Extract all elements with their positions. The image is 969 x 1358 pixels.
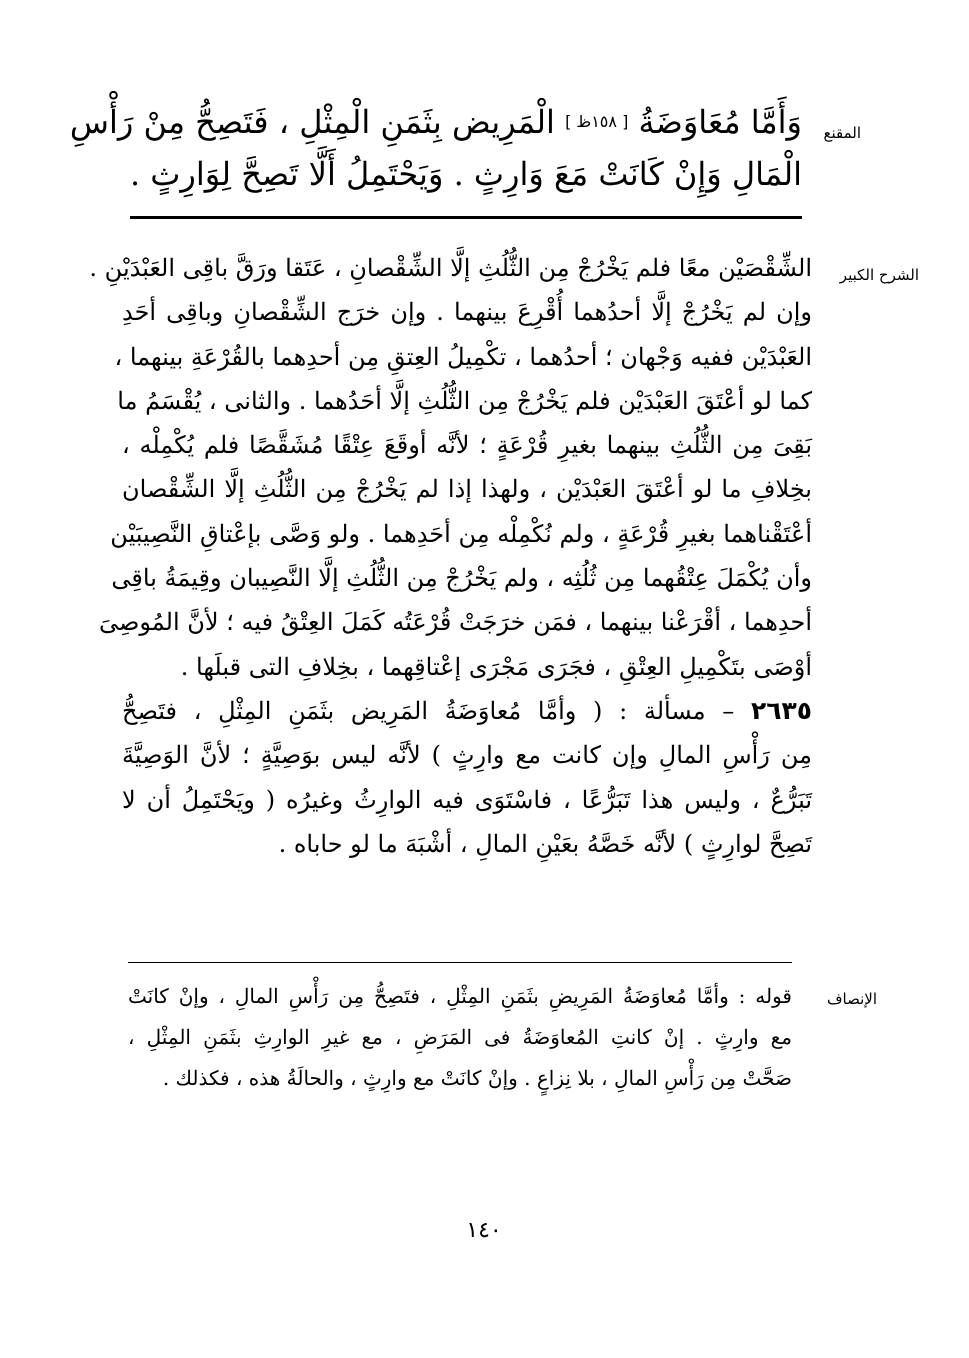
- issue-line-text: – مسألة : ( وأمَّا مُعاوَضَةُ المَرِيض بثَمَنِ المِثْلِ ، فتَصِحُّ: [122, 696, 751, 725]
- section-label-muqni: المقنع: [823, 124, 861, 142]
- insaf-line: مع وارِثٍ . إنْ كانتِ المُعاوَضَةُ فى المَرَضِ ، مع غيرِ الوارِثِ بثَمَنِ المِثْلِ ،: [128, 1025, 792, 1049]
- insaf-line: قوله : وأمَّا مُعاوَضَةُ المَرِيضِ بثَمَنِ المِثْلِ ، فتَصِحُّ مِن رَأْسِ المالِ ، وإنْ كانَتْ: [128, 984, 792, 1008]
- sharh-line: بَقِىَ مِن الثُّلُثِ بينهما بغيرِ قُرْعَةٍ ؛ لأنَّه أوقَعَ عِتْقًا مُشَقَّصًا فلم يُكْمِلْه ،: [122, 431, 812, 460]
- insaf-line: صَحَّتْ مِن رَأْسِ المالِ ، بلا نِزاعٍ . وإنْ كانَتْ مع وارِثٍ ، والحالَةُ هذه ، فكذلك .: [162, 1066, 792, 1090]
- sharh-text: [89, 246, 812, 866]
- sharh-line: بخِلافِ ما لو أعْتَقَ العَبْدَيْن ، ولهذا إذا لم يَخْرُجْ مِن الثُّلُثِ إلَّا الشِّقْصان: [122, 475, 812, 504]
- folio-mark: [ ١٥٨ظ ]: [565, 112, 629, 131]
- section-divider-thin: [128, 962, 792, 963]
- muqni-text: [69, 96, 802, 200]
- page-number: ١٤٠: [466, 1218, 502, 1243]
- muqni-line-1-end: الْمَرِيض بِثَمَنِ الْمِثْلِ ، فَتَصِحُّ مِنْ رَأْسِ: [69, 103, 566, 141]
- sharh-line: كما لو أعْتَقَ العَبْدَيْن فلم يَخْرُجْ مِن الثُّلُثِ إلَّا أحَدُهما . والثانى ، يُقْسَمُ ما: [117, 386, 812, 415]
- section-label-sharh: الشرح الكبير: [839, 266, 919, 284]
- sharh-line: أوْصَى بتَكْمِيلِ العِتْقِ ، فجَرَى مَجْرَى إعْتاقِهما ، بخِلافِ التى قبلَها .: [180, 652, 812, 681]
- sharh-line: وإن لم يَخْرُجْ إلَّا أحدُهما أُقْرِعَ بينهما . وإن خرَج الشِّقْصانِ وباقِى أحَدِ: [122, 298, 812, 327]
- sharh-line: العَبْدَيْن ففيه وَجْهان ؛ أحدُهما ، تكْمِيلُ العِتقِ مِن أحدِهما بالقُرْعَةِ بينهما ،: [114, 342, 812, 371]
- sharh-line: تَصِحَّ لوارِثٍ ) لأنَّه خَصَّهُ بعَيْنِ المالِ ، أشْبَهَ ما لو حاباه .: [278, 829, 812, 858]
- sharh-line: الشِّقْصَيْن معًا فلم يَخْرُجْ مِن الثُّلُثِ إلَّا الشِّقْصانِ ، عَتَقا ورَقَّ باقِى العَبْدَيْنِ .: [89, 254, 812, 282]
- sharh-line: أعْتَقْناهما بغيرِ قُرْعَةٍ ، ولم نُكْمِلْه مِن أحَدِهما . ولو وَصَّى بإعْتاقِ النَّصِيبَيْن: [110, 519, 812, 548]
- sharh-line: مِن رَأْسِ المالِ وإن كانت مع وارِثٍ ) لأنَّه ليس بوَصِيَّةٍ ؛ لأنَّ الوَصِيَّةَ: [122, 741, 812, 770]
- sharh-line: وأن يُكْمَلَ عِتْقُهما مِن ثُلُثِه ، ولم يَخْرُجْ مِن الثُّلُثِ إلَّا النَّصِيبان وقِيمَةُ باقِى: [111, 564, 812, 593]
- sharh-line: تَبَرُّعٌ ، وليس هذا تَبَرُّعًا ، فاسْتَوَى فيه الوارِثُ وغيرُه ( ويَحْتَمِلُ أن لا: [122, 785, 812, 814]
- sharh-issue-line: [122, 689, 812, 733]
- insaf-text: [128, 976, 792, 1099]
- section-label-insaf: الإنصاف: [826, 990, 877, 1008]
- sharh-line: أحدِهما ، أقْرَعْنا بينهما ، فمَن خرَجَتْ قُرْعَتُه كَمَلَ العِتْقُ فيه ؛ لأنَّ المُوصِىَ: [99, 608, 812, 637]
- issue-number: ٢٦٣٥: [750, 695, 812, 725]
- section-divider-thick: [130, 216, 802, 219]
- muqni-line-1: [69, 96, 802, 148]
- muqni-line-2: الْمَالِ وَإِنْ كَانَتْ مَعَ وَارِثٍ . وَيَحْتَمِلُ أَلَّا تَصِحَّ لِوَارِثٍ .: [129, 155, 802, 193]
- muqni-line-1-start: وَأَمَّا مُعَاوَضَةُ: [628, 103, 802, 141]
